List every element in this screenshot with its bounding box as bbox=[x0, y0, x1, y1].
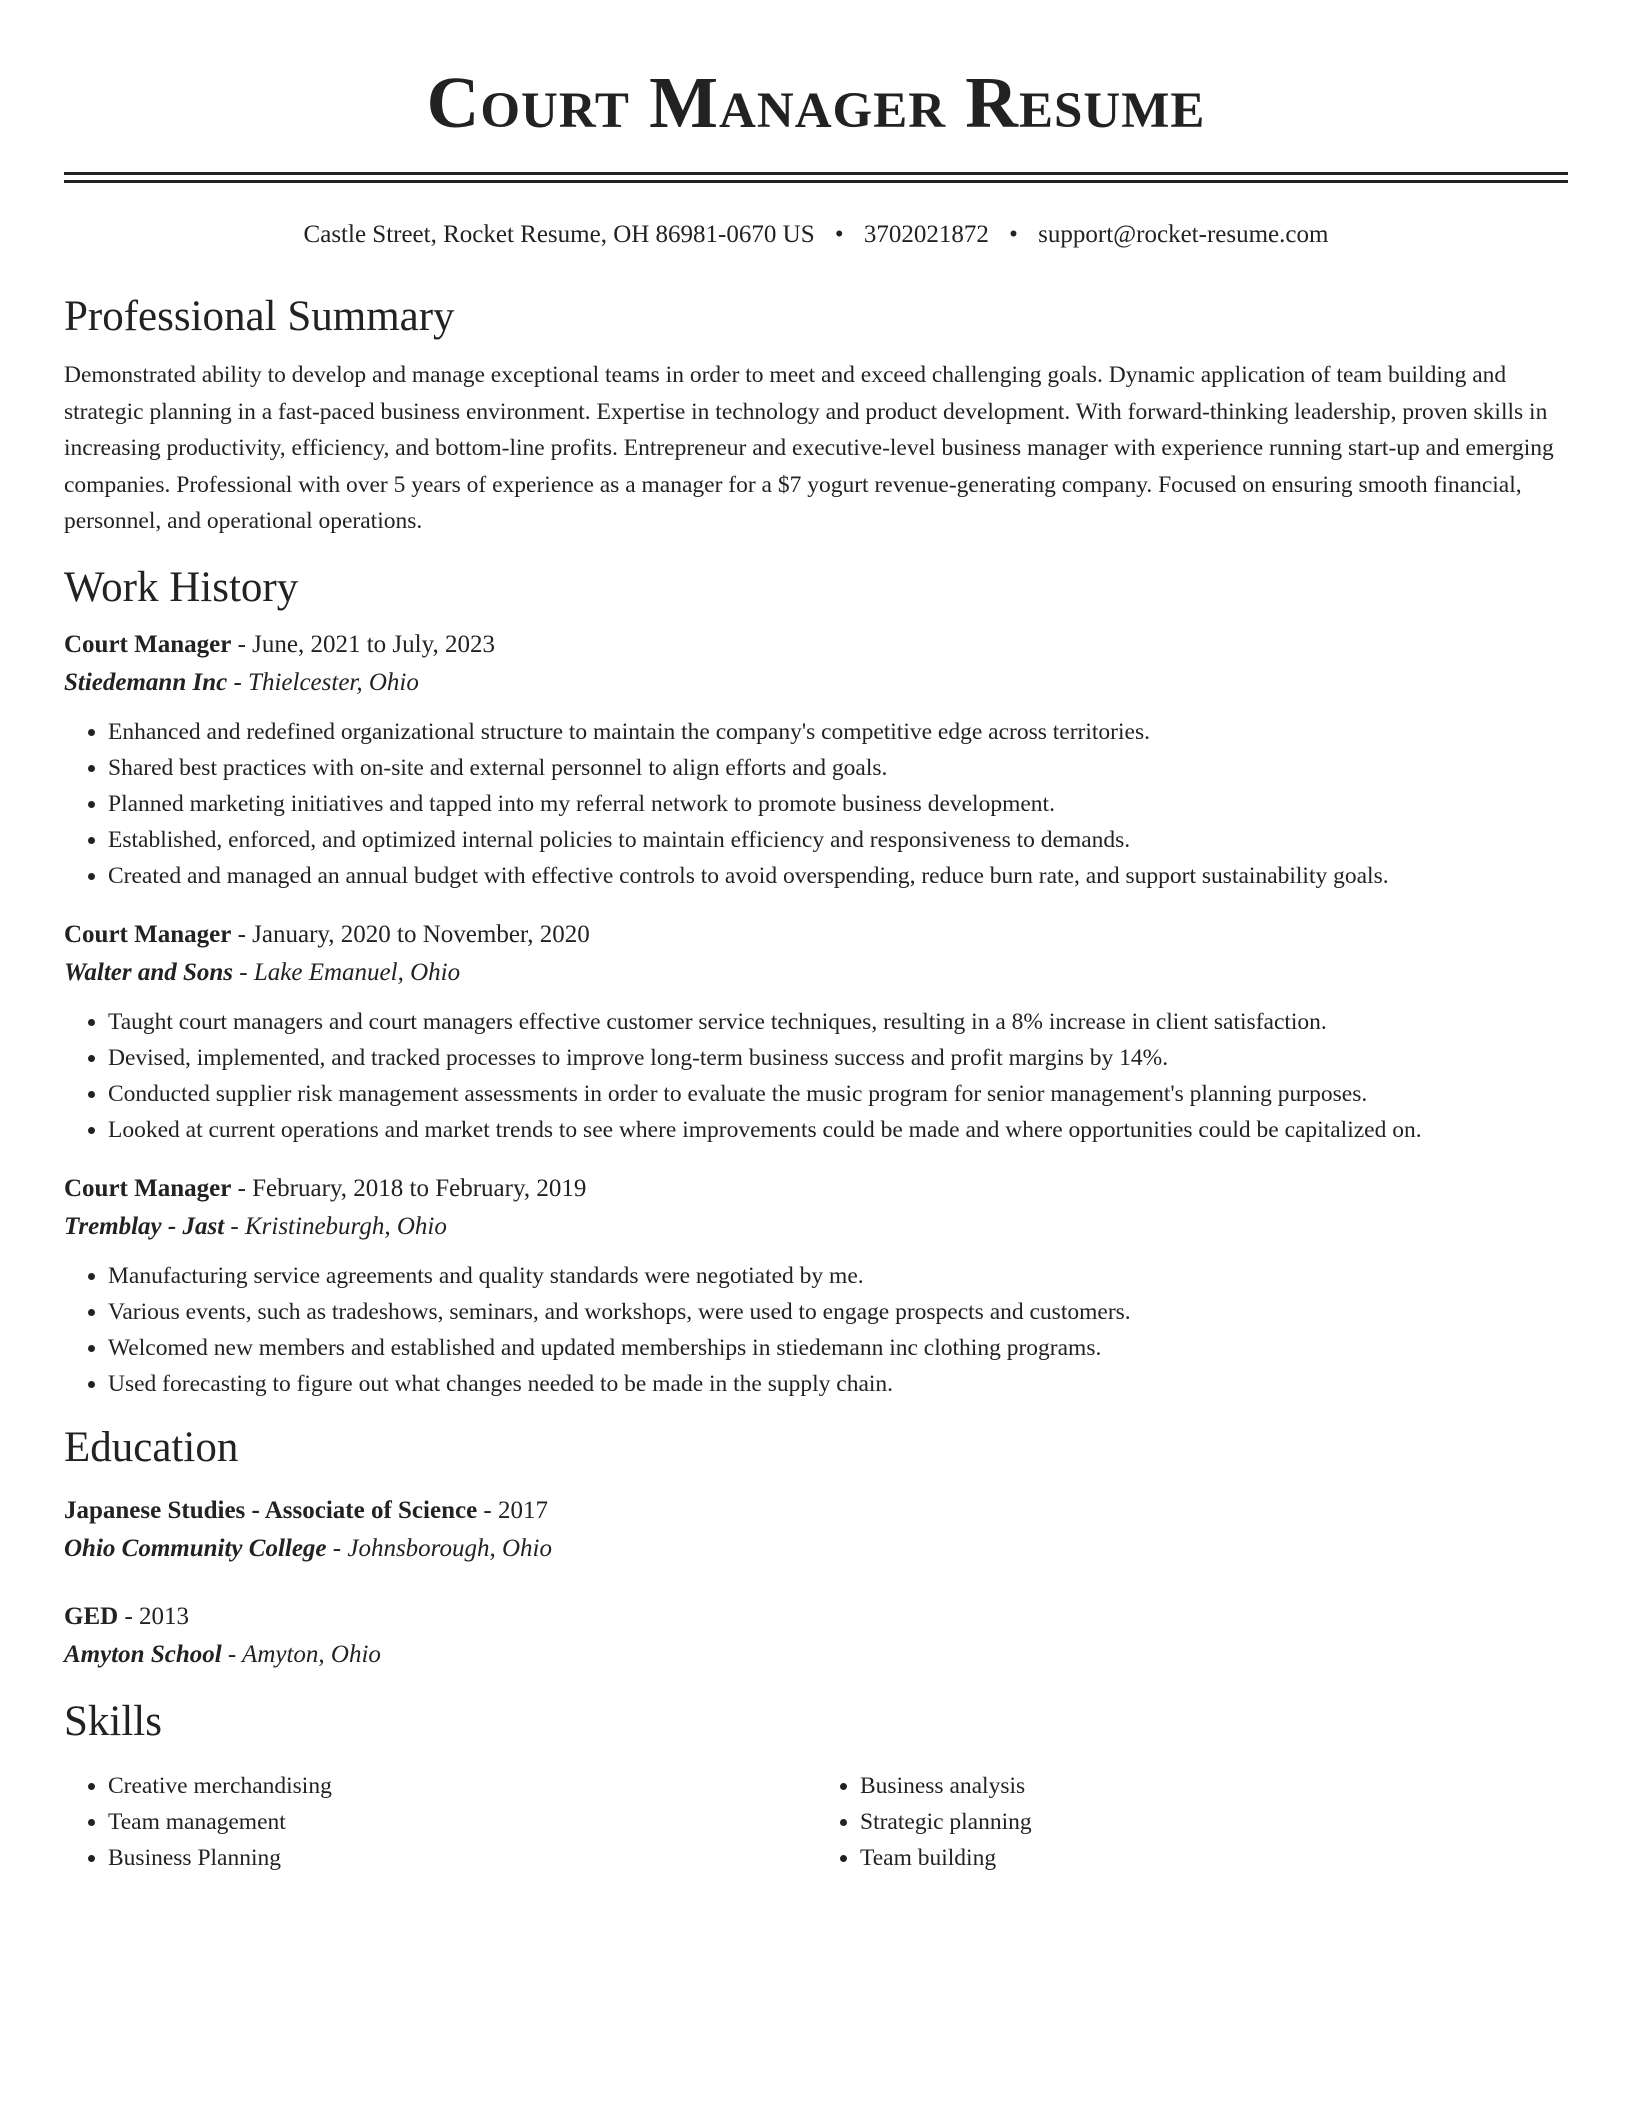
job-bullet: • Planned marketing initiatives and tapped into my referral network to promote business development. bbox=[108, 786, 1568, 822]
education-heading: Education bbox=[64, 1423, 239, 1471]
summary-heading: Professional Summary bbox=[64, 293, 455, 340]
job-bullet: • Devised, implemented, and tracked processes to improve long-term business success and profit margins by 14%. bbox=[108, 1040, 1568, 1076]
skills-heading: Skills bbox=[64, 1697, 162, 1745]
skill-item: • Strategic planning bbox=[860, 1804, 1568, 1840]
education-school-line bbox=[64, 1636, 1568, 1674]
education-entry bbox=[64, 1598, 1568, 1674]
resume-title: Court Manager Resume bbox=[426, 62, 1206, 143]
skill-item: • Team management bbox=[108, 1804, 816, 1840]
job-location: - Kristineburgh, Ohio bbox=[224, 1212, 447, 1240]
job-title-line bbox=[64, 916, 1568, 954]
education-school-line bbox=[64, 1530, 1568, 1568]
contact-separator: • bbox=[834, 221, 844, 248]
education-school: Amyton School bbox=[64, 1640, 222, 1668]
job-bullet: • Manufacturing service agreements and quality standards were negotiated by me. bbox=[108, 1258, 1568, 1294]
education-entry bbox=[64, 1492, 1568, 1568]
job-bullet: • Established, enforced, and optimized internal policies to maintain efficiency and responsiveness to demands. bbox=[108, 822, 1568, 858]
education-year: - 2013 bbox=[118, 1602, 190, 1630]
contact-address: Castle Street, Rocket Resume, OH 86981-0670 US bbox=[303, 221, 815, 248]
job-entry bbox=[64, 626, 1568, 894]
job-title: Court Manager bbox=[64, 1174, 232, 1202]
job-company: Stiedemann Inc bbox=[64, 668, 228, 696]
work-history-section bbox=[64, 560, 1568, 1402]
job-location: - Lake Emanuel, Ohio bbox=[233, 958, 461, 986]
job-company-line bbox=[64, 664, 1568, 702]
job-bullet: • Conducted supplier risk management assessments in order to evaluate the music program for senior management's planning purposes. bbox=[108, 1076, 1568, 1112]
job-bullet: • Taught court managers and court managers effective customer service techniques, resulting in a 8% increase in client satisfaction. bbox=[108, 1004, 1568, 1040]
header-divider bbox=[64, 172, 1568, 183]
job-bullets bbox=[64, 1258, 1568, 1402]
job-bullet: • Welcomed new members and established and updated memberships in stiedemann inc clothing programs. bbox=[108, 1330, 1568, 1366]
job-dates: - January, 2020 to November, 2020 bbox=[231, 920, 590, 948]
summary-text: Demonstrated ability to develop and manage exceptional teams in order to meet and exceed challenging goals. Dynamic application of team building and strategic planning in a fast-paced business environment. Expertise in technology and product development. With forward-thinking leadership, proven skills in increasing productivity, efficiency, and bottom-line profits. Entrepreneur and executive-level business manager with experience running start-up and emerging companies. Professional with over 5 years of experience as a manager for a $7 yogurt revenue-generating company. Focused on ensuring smooth financial, personnel, and operational operations. bbox=[64, 362, 1554, 534]
skill-item: • Business Planning bbox=[108, 1840, 816, 1876]
job-bullet: • Various events, such as tradeshows, seminars, and workshops, were used to engage prospects and customers. bbox=[108, 1294, 1568, 1330]
education-degree-line bbox=[64, 1492, 1568, 1530]
job-entry bbox=[64, 1170, 1568, 1402]
job-title: Court Manager bbox=[64, 630, 232, 658]
skills-list-left bbox=[64, 1768, 816, 1876]
job-dates: - February, 2018 to February, 2019 bbox=[231, 1174, 587, 1202]
job-company-line bbox=[64, 954, 1568, 992]
education-degree: GED bbox=[64, 1602, 119, 1630]
job-bullet: • Shared best practices with on-site and external personnel to align efforts and goals. bbox=[108, 750, 1568, 786]
job-bullets bbox=[64, 1004, 1568, 1148]
skill-item: • Creative merchandising bbox=[108, 1768, 816, 1804]
education-year: - 2017 bbox=[477, 1496, 548, 1524]
job-entry bbox=[64, 916, 1568, 1148]
contact-line bbox=[64, 219, 1568, 251]
job-bullet: • Enhanced and redefined organizational structure to maintain the company's competitive edge across territories. bbox=[108, 714, 1568, 750]
skills-list-right bbox=[816, 1768, 1568, 1876]
skills-columns bbox=[64, 1768, 1568, 1876]
skill-item: • Team building bbox=[860, 1840, 1568, 1876]
contact-separator: • bbox=[1009, 221, 1018, 248]
education-section bbox=[64, 1420, 1568, 1674]
job-company: Tremblay - Jast bbox=[64, 1212, 225, 1240]
job-bullet: • Looked at current operations and market trends to see where improvements could be made and where opportunities could be capitalized on. bbox=[108, 1112, 1568, 1148]
contact-phone: 3702021872 bbox=[863, 221, 989, 248]
education-degree: Japanese Studies - Associate of Science bbox=[64, 1496, 478, 1524]
education-degree-line bbox=[64, 1598, 1568, 1636]
job-location: - Thielcester, Ohio bbox=[227, 668, 419, 696]
job-dates: - June, 2021 to July, 2023 bbox=[231, 630, 495, 658]
education-school: Ohio Community College bbox=[64, 1534, 327, 1562]
job-bullet: • Created and managed an annual budget with effective controls to avoid overspending, reduce burn rate, and support sustainability goals. bbox=[108, 858, 1568, 894]
job-bullets bbox=[64, 714, 1568, 894]
job-company-line bbox=[64, 1208, 1568, 1246]
summary-section bbox=[64, 289, 1568, 540]
education-location: - Amyton, Ohio bbox=[221, 1640, 381, 1668]
contact-email: support@rocket-resume.com bbox=[1038, 221, 1329, 248]
education-location: - Johnsborough, Ohio bbox=[326, 1534, 552, 1562]
job-bullet: • Used forecasting to figure out what changes needed to be made in the supply chain. bbox=[108, 1366, 1568, 1402]
work-history-heading: Work History bbox=[64, 563, 299, 611]
skills-section bbox=[64, 1694, 1568, 1876]
skill-item: • Business analysis bbox=[860, 1768, 1568, 1804]
job-title-line bbox=[64, 1170, 1568, 1208]
job-company: Walter and Sons bbox=[64, 958, 234, 986]
job-title-line bbox=[64, 626, 1568, 664]
job-title: Court Manager bbox=[64, 920, 232, 948]
